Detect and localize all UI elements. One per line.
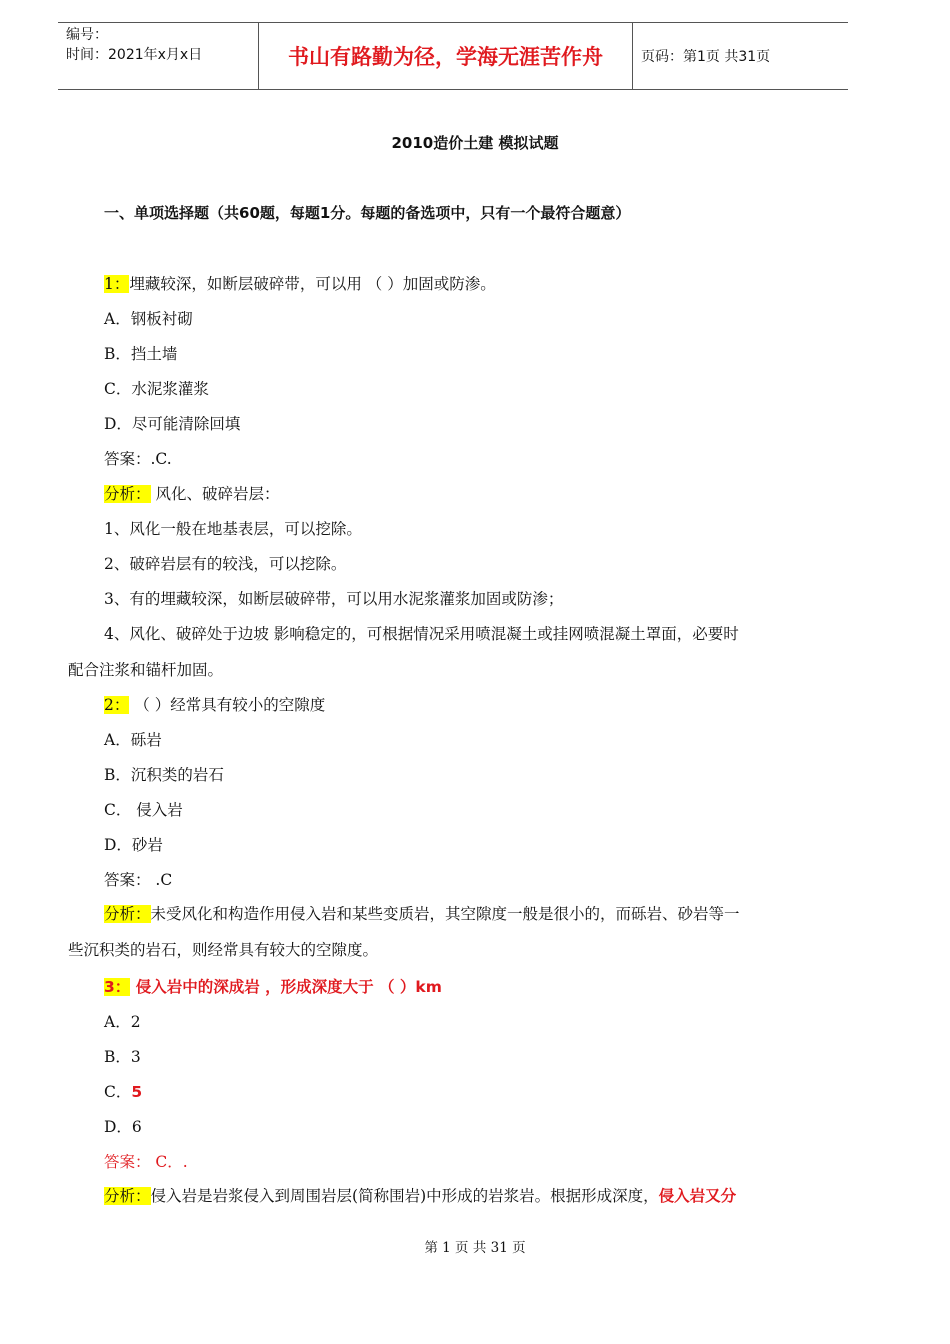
- header-page-info: 页码：第1页 共31页: [641, 49, 771, 65]
- question-3-option-a: A．2: [104, 1013, 141, 1031]
- question-number: 2：: [104, 696, 130, 714]
- analysis-line: 3、有的埋藏较深，如断层破碎带，可以用水泥浆灌浆加固或防渗；: [104, 590, 564, 608]
- question-2-option-c: C． 侵入岩: [104, 801, 183, 819]
- question-3-option-d: D．6: [104, 1118, 142, 1136]
- question-3-answer: 答案： C．.: [104, 1153, 188, 1171]
- analysis-line: 配合注浆和锚杆加固。: [68, 661, 224, 679]
- analysis-line: 1、风化一般在地基表层，可以挖除。: [104, 520, 362, 538]
- question-3-option-b: B．3: [104, 1048, 141, 1066]
- header-motto: 书山有路勤为径，学海无涯苦作舟: [259, 23, 633, 89]
- analysis-line: 些沉积类的岩石，则经常具有较大的空隙度。: [68, 941, 379, 959]
- question-2-analysis: 分析：未受风化和构造作用侵入岩和某些变质岩，其空隙度一般是很小的，而砾岩、砂岩等一: [104, 905, 740, 923]
- time-label: 时间：2021年x月x日: [66, 47, 203, 63]
- question-1-analysis: 分析： 风化、破碎岩层：: [104, 485, 280, 503]
- analysis-line: 2、破碎岩层有的较浅，可以挖除。: [104, 555, 347, 573]
- question-1-answer: 答案：.C.: [104, 450, 172, 468]
- analysis-label: 分析：: [104, 1187, 151, 1205]
- analysis-label: 分析：: [104, 905, 151, 923]
- header-meta: [58, 23, 259, 89]
- analysis-line: 4、风化、破碎处于边坡 影响稳定的，可根据情况采用喷混凝土或挂网喷混凝土罩面，必要时: [104, 625, 739, 643]
- question-1-option-a: A．钢板衬砌: [104, 310, 193, 328]
- question-3-analysis: 分析：侵入岩是岩浆侵入到周围岩层(简称围岩)中形成的岩浆岩。根据形成深度，侵入岩又分: [104, 1187, 737, 1205]
- page-footer: 第 1 页 共 31 页: [424, 1240, 526, 1256]
- question-3-option-c: C．5: [104, 1083, 143, 1101]
- question-2-option-d: D．砂岩: [104, 836, 163, 854]
- serial-number-label: 编号：: [66, 27, 108, 43]
- question-2-option-b: B．沉积类的岩石: [104, 766, 224, 784]
- question-1-option-c: C．水泥浆灌浆: [104, 380, 209, 398]
- analysis-label: 分析：: [104, 485, 151, 503]
- page-header: [58, 22, 848, 90]
- question-3-stem: 3： 侵入岩中的深成岩 ，形成深度大于 （ ）km: [104, 978, 442, 996]
- question-2-answer: 答案： .C: [104, 871, 173, 889]
- question-number: 1：: [104, 275, 130, 293]
- question-1-option-b: B．挡土墙: [104, 345, 178, 363]
- question-1-option-d: D．尽可能清除回填: [104, 415, 241, 433]
- question-2-stem: 2： （ ）经常具有较小的空隙度: [104, 696, 326, 714]
- question-2-option-a: A．砾岩: [104, 731, 162, 749]
- question-1-stem: 1：埋藏较深，如断层破碎带，可以用 （ ）加固或防渗。: [104, 275, 496, 293]
- section-heading: 一、单项选择题（共60题，每题1分。每题的备选项中，只有一个最符合题意）: [104, 204, 631, 222]
- document-title: 2010造价土建 模拟试题: [391, 134, 559, 152]
- question-number: 3：: [104, 978, 131, 996]
